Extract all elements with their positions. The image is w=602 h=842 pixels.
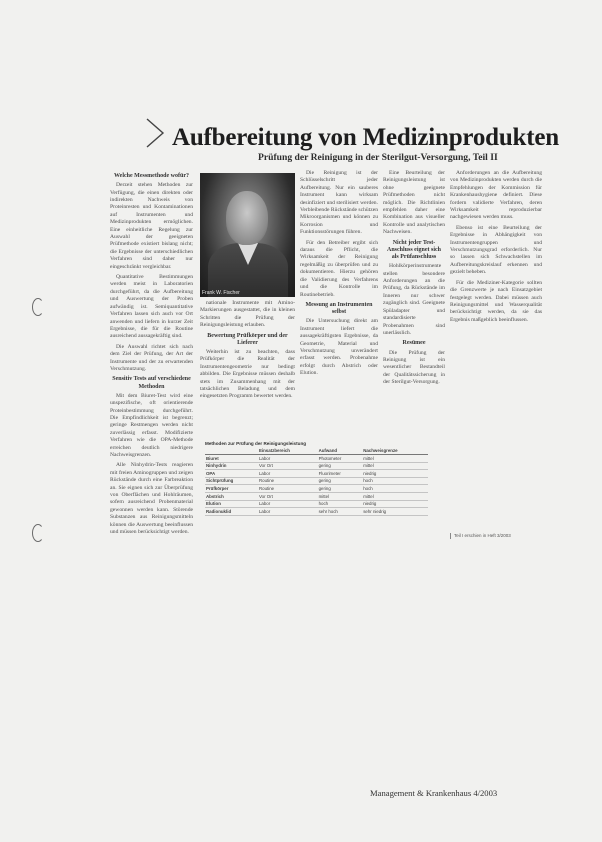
table-cell: Labor — [258, 455, 318, 463]
column-2 — [200, 300, 295, 438]
table-cell: hoch — [318, 500, 363, 508]
table-cell: mittel — [362, 455, 428, 463]
section-heading: Resümee — [402, 340, 426, 347]
body-paragraph: Die Reinigung ist der Schlüsselschritt jeder Aufbereitung. Nur ein sauberes Instrument kann wirksam desinfiziert und sterilisiert werden. Verbleibende Rückstände schützen Mikroorganismen und können zu Korrosion und Funktionsstörungen führen. — [300, 170, 378, 236]
table-cell: Routine — [258, 485, 318, 493]
body-paragraph: Quantitative Bestimmungen werden meist in Laboratorien durchgeführt, da die Aufbereitung und Auswertung der Proben aufwändig ist. Semiquantitative Verfahren lassen sich auch vor Ort anwenden und liefern in kurzer Zeit Ergebnisse, die für die Routine ausreichend aussagekräftig sind. — [110, 274, 193, 340]
table-cell: mittel — [362, 492, 428, 500]
table-body — [205, 455, 428, 516]
table-caption: Methoden zur Prüfung der Reinigungsleistung — [205, 441, 307, 446]
punch-hole — [32, 298, 44, 316]
table-cell: Photometer — [318, 455, 363, 463]
table-cell: Routine — [258, 477, 318, 485]
table-cell: Abstrich — [205, 492, 258, 500]
table-cell: Vor Ort — [258, 462, 318, 470]
table-cell: Elution — [205, 500, 258, 508]
table-cell: gering — [318, 462, 363, 470]
table-cell: sehr hoch — [318, 508, 363, 516]
table-cell: Ninhydrin — [205, 462, 258, 470]
table-cell: Labor — [258, 500, 318, 508]
table-header-cell — [205, 447, 258, 454]
body-paragraph: nationale Instrumente mit Amino-Markierungen ausgestattet, die in kleinen Schritten die Prüfung der Reinigungsleistung erlauben. — [200, 300, 295, 329]
column-4 — [383, 170, 445, 438]
table-cell: Labor — [258, 470, 318, 478]
column-3 — [300, 170, 378, 438]
section-heading: Sensitiv Tests auf verschiedene Methoden — [112, 376, 191, 390]
body-paragraph: Weiterhin ist zu beachten, dass Prüfkörper die Realität der Instrumentengeometrie nur bedingt abbilden. Die Ergebnisse müssen deshalb stets im Zusammenhang mit der tatsächlichen Beladung und dem eingesetzten Programm bewertet werden. — [200, 349, 295, 400]
table-cell: hoch — [362, 477, 428, 485]
punch-hole — [32, 524, 44, 542]
body-paragraph: Die Auswahl richtet sich nach dem Ziel der Prüfung, der Art der Instrumente und der zu erwartenden Verschmutzung. — [110, 343, 193, 372]
decorative-bracket-icon — [143, 117, 173, 151]
methods-table — [205, 441, 428, 516]
table-cell: Fluorimeter — [318, 470, 363, 478]
table-cell: niedrig — [362, 500, 428, 508]
table-header-row — [205, 447, 428, 454]
body-paragraph: Ebenso ist eine Beurteilung der Ergebnisse in Abhängigkeit von Instrumentengruppen und Verschmutzungsgrad erforderlich. Nur so lassen sich Schwachstellen im Aufbereitungskreislauf erkennen und gezielt beheben. — [450, 224, 542, 276]
table-row — [205, 455, 428, 463]
section-heading: Welche Messmethode wofür? — [114, 173, 189, 179]
table-row — [205, 500, 428, 508]
table-cell: mittel — [318, 492, 363, 500]
table-cell: hoch — [362, 485, 428, 493]
table-row — [205, 485, 428, 493]
table-cell: Vor Ort — [258, 492, 318, 500]
article-subtitle: Prüfung der Reinigung in der Sterilgut-Versorgung, Teil II — [258, 152, 498, 163]
body-paragraph: Hohlkörperinstrumente stellen besondere Anforderungen an die Prüfung, da Rückstände im Inneren nur schwer zugänglich sind. Geeignete Spüladapter und standardisierte Probenahmen sind unerlässlich. — [383, 263, 445, 336]
table-cell: Sichtprüfung — [205, 477, 258, 485]
table-cell: Labor — [258, 508, 318, 516]
table-cell: gering — [318, 477, 363, 485]
body-paragraph: Für die Mediziner-Kategorie sollten die Grenzwerte je nach Einsatzgebiet festgelegt werden. Dabei müssen auch Reinigungsmittel und Wasserqualität berücksichtigt werden, da sie das Ergebnis maßgeblich beeinflussen. — [450, 279, 542, 323]
table-cell: Prüfkörper — [205, 485, 258, 493]
table-header-cell: Nachweisgrenze — [362, 447, 428, 454]
section-heading: Bewertung Prüfkörper und der Lieferer — [207, 332, 288, 346]
body-paragraph: Alle Ninhydrin-Tests reagieren mit freien Aminogruppen und zeigen Rückstände durch eine Farbreaktion an. Sie eignen sich zur Überprüfung von Oberflächen und Hohlräumen, sofern ausreichend Probenmaterial gewonnen werden kann. Störende Substanzen aus Reinigungsmitteln können die Auswertung beeinflussen und müssen berücksichtigt werden. — [110, 462, 193, 536]
body-paragraph: Anforderungen an die Aufbereitung von Medizinprodukten werden durch die Empfehlungen der Kommission für Krankenhaushygiene definiert. Diese fordern validierte Verfahren, deren Wirksamkeit reproduzierbar nachgewiesen werden muss. — [450, 170, 542, 221]
table-header-cell: Einsatzbereich — [258, 447, 318, 454]
author-photo — [200, 173, 295, 297]
table-row — [205, 462, 428, 470]
body-paragraph: Eine Beurteilung der Reinigungsleistung ist ohne geeignete Prüfmethoden nicht möglich. Die Richtlinien empfehlen daher eine Kombination aus visueller Kontrolle und analytischen Nachweisen. — [383, 170, 445, 236]
side-note: Teil I erschien in Heft 3/2003 — [450, 533, 546, 539]
table-cell: OPA — [205, 470, 258, 478]
table-cell: niedrig — [362, 470, 428, 478]
section-heading: Messung an Instrumenten selbst — [305, 301, 373, 316]
body-paragraph: Mit dem Biuret-Test wird eine unspezifische, oft orientierende Proteinbestimmung durchgeführt. Die Empfindlichkeit ist begrenzt; geringe Restmengen werden nicht zuverlässig erfasst. Modifizierte Verfahren wie die OPA-Methode erreichen deutlich niedrigere Nachweisgrenzen. — [110, 392, 193, 459]
table-cell: mittel — [362, 462, 428, 470]
photo-caption: Frank W. Fischer — [202, 290, 240, 296]
section-heading: Nicht jeder Test-Anschluss eignet sich als Prüfanschluss — [386, 239, 441, 261]
table-cell: Biuret — [205, 455, 258, 463]
body-paragraph: Für den Betreiber ergibt sich daraus die Pflicht, die Wirksamkeit der Reinigung regelmäßig zu überprüfen und zu dokumentieren. Hierzu gehören die Validierung des Verfahrens und die Kontrolle im Routinebetrieb. — [300, 239, 378, 298]
table-cell: sehr niedrig — [362, 508, 428, 516]
body-paragraph: Derzeit stehen Methoden zur Verfügung, die einen direkten oder indirekten Nachweis von Proteinresten und Kontaminationen auf Instrumenten und Medizinprodukten ermöglichen. Eine einheitliche Regelung zur Auswahl der geeigneten Prüfmethode existiert bislang nicht; die Ergebnisse der unterschiedlichen Verfahren sind daher nur eingeschränkt vergleichbar. — [110, 182, 193, 270]
photo-figure-head — [226, 191, 268, 245]
column-1 — [110, 170, 193, 781]
table-cell: Radionuklid — [205, 508, 258, 516]
table-cell: gering — [318, 485, 363, 493]
body-paragraph: Die Prüfung der Reinigung ist ein wesentlicher Bestandteil der Qualitätssicherung in der Sterilgut-Versorgung. — [383, 349, 445, 386]
table-header-cell: Aufwand — [318, 447, 363, 454]
footer-publication: Management & Krankenhaus 4/2003 — [370, 788, 498, 798]
table-row — [205, 477, 428, 485]
column-5 — [450, 170, 542, 528]
body-paragraph: Die Untersuchung direkt am Instrument liefert die aussagekräftigsten Ergebnisse, da Geometrie, Material und Verschmutzung unverändert erfasst werden. Probenahme erfolgt durch Abstrich oder Elution. — [300, 318, 378, 377]
table-row — [205, 470, 428, 478]
table-row — [205, 492, 428, 500]
table-row — [205, 508, 428, 516]
article-title: Aufbereitung von Medizinprodukten — [172, 124, 559, 151]
